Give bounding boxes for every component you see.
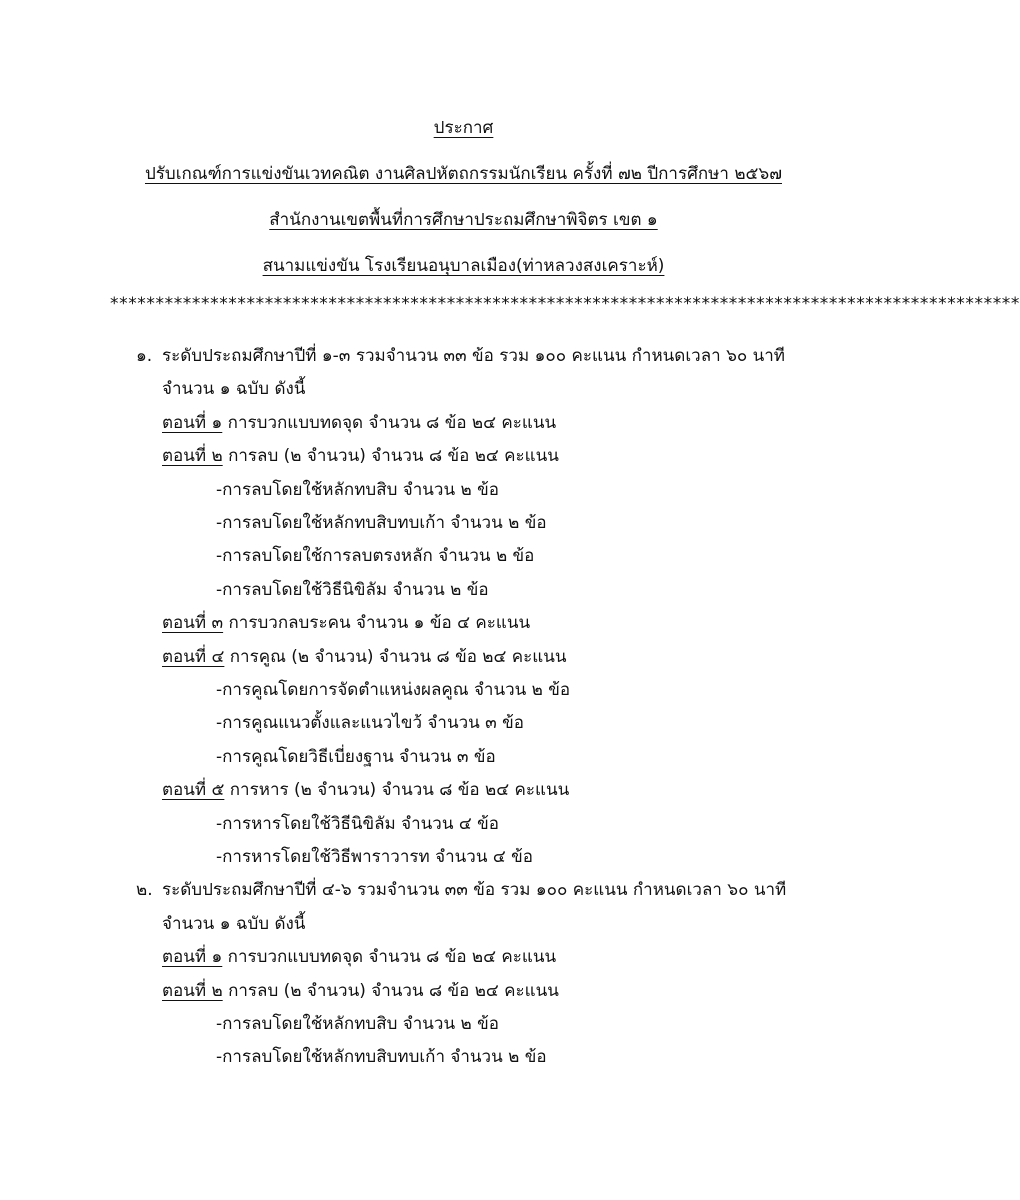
subitem-text: -การลบโดยใช้การลบตรงหลัก จำนวน ๒ ข้อ <box>216 546 535 566</box>
level-subheading <box>162 377 305 401</box>
subitem-text: -การลบโดยใช้หลักทบสิบทบเก้า จำนวน ๒ ข้อ <box>216 1047 547 1067</box>
subitem <box>216 711 524 735</box>
part-description: การหาร (๒ จำนวน) จำนวน ๘ ข้อ ๒๔ คะแนน <box>224 780 570 800</box>
subitem <box>216 578 489 602</box>
part-item <box>162 645 566 669</box>
part-label: ตอนที่ ๒ <box>162 981 223 1001</box>
subitem-text: -การคูณโดยการจัดตำแหน่งผลคูณ จำนวน ๒ ข้อ <box>216 680 571 700</box>
level-number: ๑. <box>136 346 153 366</box>
subitem <box>216 812 499 836</box>
part-description: การลบ (๒ จำนวน) จำนวน ๘ ข้อ ๒๔ คะแนน <box>222 446 559 466</box>
level-heading <box>136 344 785 368</box>
level-heading <box>136 878 786 902</box>
part-description: การคูณ (๒ จำนวน) จำนวน ๘ ข้อ ๒๔ คะแนน <box>224 647 567 667</box>
level-subheading <box>162 912 305 936</box>
subitem-text: -การลบโดยใช้หลักทบสิบ จำนวน ๒ ข้อ <box>216 480 499 500</box>
part-item <box>162 945 556 969</box>
part-item <box>162 979 559 1003</box>
subitem-text: -การหารโดยใช้วิธีนิขิลัม จำนวน ๔ ข้อ <box>216 814 499 834</box>
subitem <box>216 1012 499 1036</box>
part-item <box>162 778 569 802</box>
part-item <box>162 611 530 635</box>
subitem-text: -การคูณโดยวิธีเบี่ยงฐาน จำนวน ๓ ข้อ <box>216 747 496 767</box>
subitem <box>216 544 534 568</box>
subitem-text: -การลบโดยใช้หลักทบสิบทบเก้า จำนวน ๒ ข้อ <box>216 513 547 533</box>
subitem-text: -การลบโดยใช้หลักทบสิบ จำนวน ๒ ข้อ <box>216 1014 499 1034</box>
level-number: ๒. <box>136 880 153 900</box>
level-description: ระดับประถมศึกษาปีที่ ๔-๖ รวมจำนวน ๓๓ ข้อ รวม ๑๐๐ คะแนน กำหนดเวลา ๖๐ นาที <box>162 880 787 900</box>
subitem-text: -การหารโดยใช้วิธีพาราวารท จำนวน ๔ ข้อ <box>216 847 533 867</box>
part-description: การบวกแบบทดจุด จำนวน ๘ ข้อ ๒๔ คะแนน <box>222 413 557 433</box>
part-item <box>162 411 556 435</box>
part-description: การบวกแบบทดจุด จำนวน ๘ ข้อ ๒๔ คะแนน <box>222 947 557 967</box>
subitem <box>216 1045 547 1069</box>
part-label: ตอนที่ ๑ <box>162 413 223 433</box>
separator-line: **************************************************************************************************** <box>110 294 1020 314</box>
subitem <box>216 511 547 535</box>
level-description: ระดับประถมศึกษาปีที่ ๑-๓ รวมจำนวน ๓๓ ข้อ รวม ๑๐๐ คะแนน กำหนดเวลา ๖๐ นาที <box>162 346 786 366</box>
subitem-text: -การลบโดยใช้วิธีนิขิลัม จำนวน ๒ ข้อ <box>216 580 489 600</box>
part-item <box>162 444 559 468</box>
venue-name: สนามแข่งขัน โรงเรียนอนุบาลเมือง(ท่าหลวงสงเคราะห์) <box>262 256 665 276</box>
part-label: ตอนที่ ๓ <box>162 613 224 633</box>
subitem <box>216 478 499 502</box>
level-copies: จำนวน ๑ ฉบับ ดังนี้ <box>162 379 306 399</box>
part-label: ตอนที่ ๑ <box>162 947 223 967</box>
subitem <box>216 745 496 769</box>
part-label: ตอนที่ ๒ <box>162 446 223 466</box>
part-description: การลบ (๒ จำนวน) จำนวน ๘ ข้อ ๒๔ คะแนน <box>222 981 559 1001</box>
part-label: ตอนที่ ๔ <box>162 647 225 667</box>
subitem <box>216 845 533 869</box>
announcement-title: ประกาศ <box>433 118 494 138</box>
announcement-subject: ปรับเกณฑ์การแข่งขันเวทคณิต งานศิลปหัตถกรรมนักเรียน ครั้งที่ ๗๒ ปีการศึกษา ๒๕๖๗ <box>144 164 782 184</box>
part-description: การบวกลบระคน จำนวน ๑ ข้อ ๔ คะแนน <box>223 613 531 633</box>
subitem-text: -การคูณแนวตั้งและแนวไขว้ จำนวน ๓ ข้อ <box>216 713 525 733</box>
level-copies: จำนวน ๑ ฉบับ ดังนี้ <box>162 914 306 934</box>
part-label: ตอนที่ ๕ <box>162 780 225 800</box>
office-name: สำนักงานเขตพื้นที่การศึกษาประถมศึกษาพิจิตร เขต ๑ <box>269 210 658 230</box>
subitem <box>216 678 570 702</box>
